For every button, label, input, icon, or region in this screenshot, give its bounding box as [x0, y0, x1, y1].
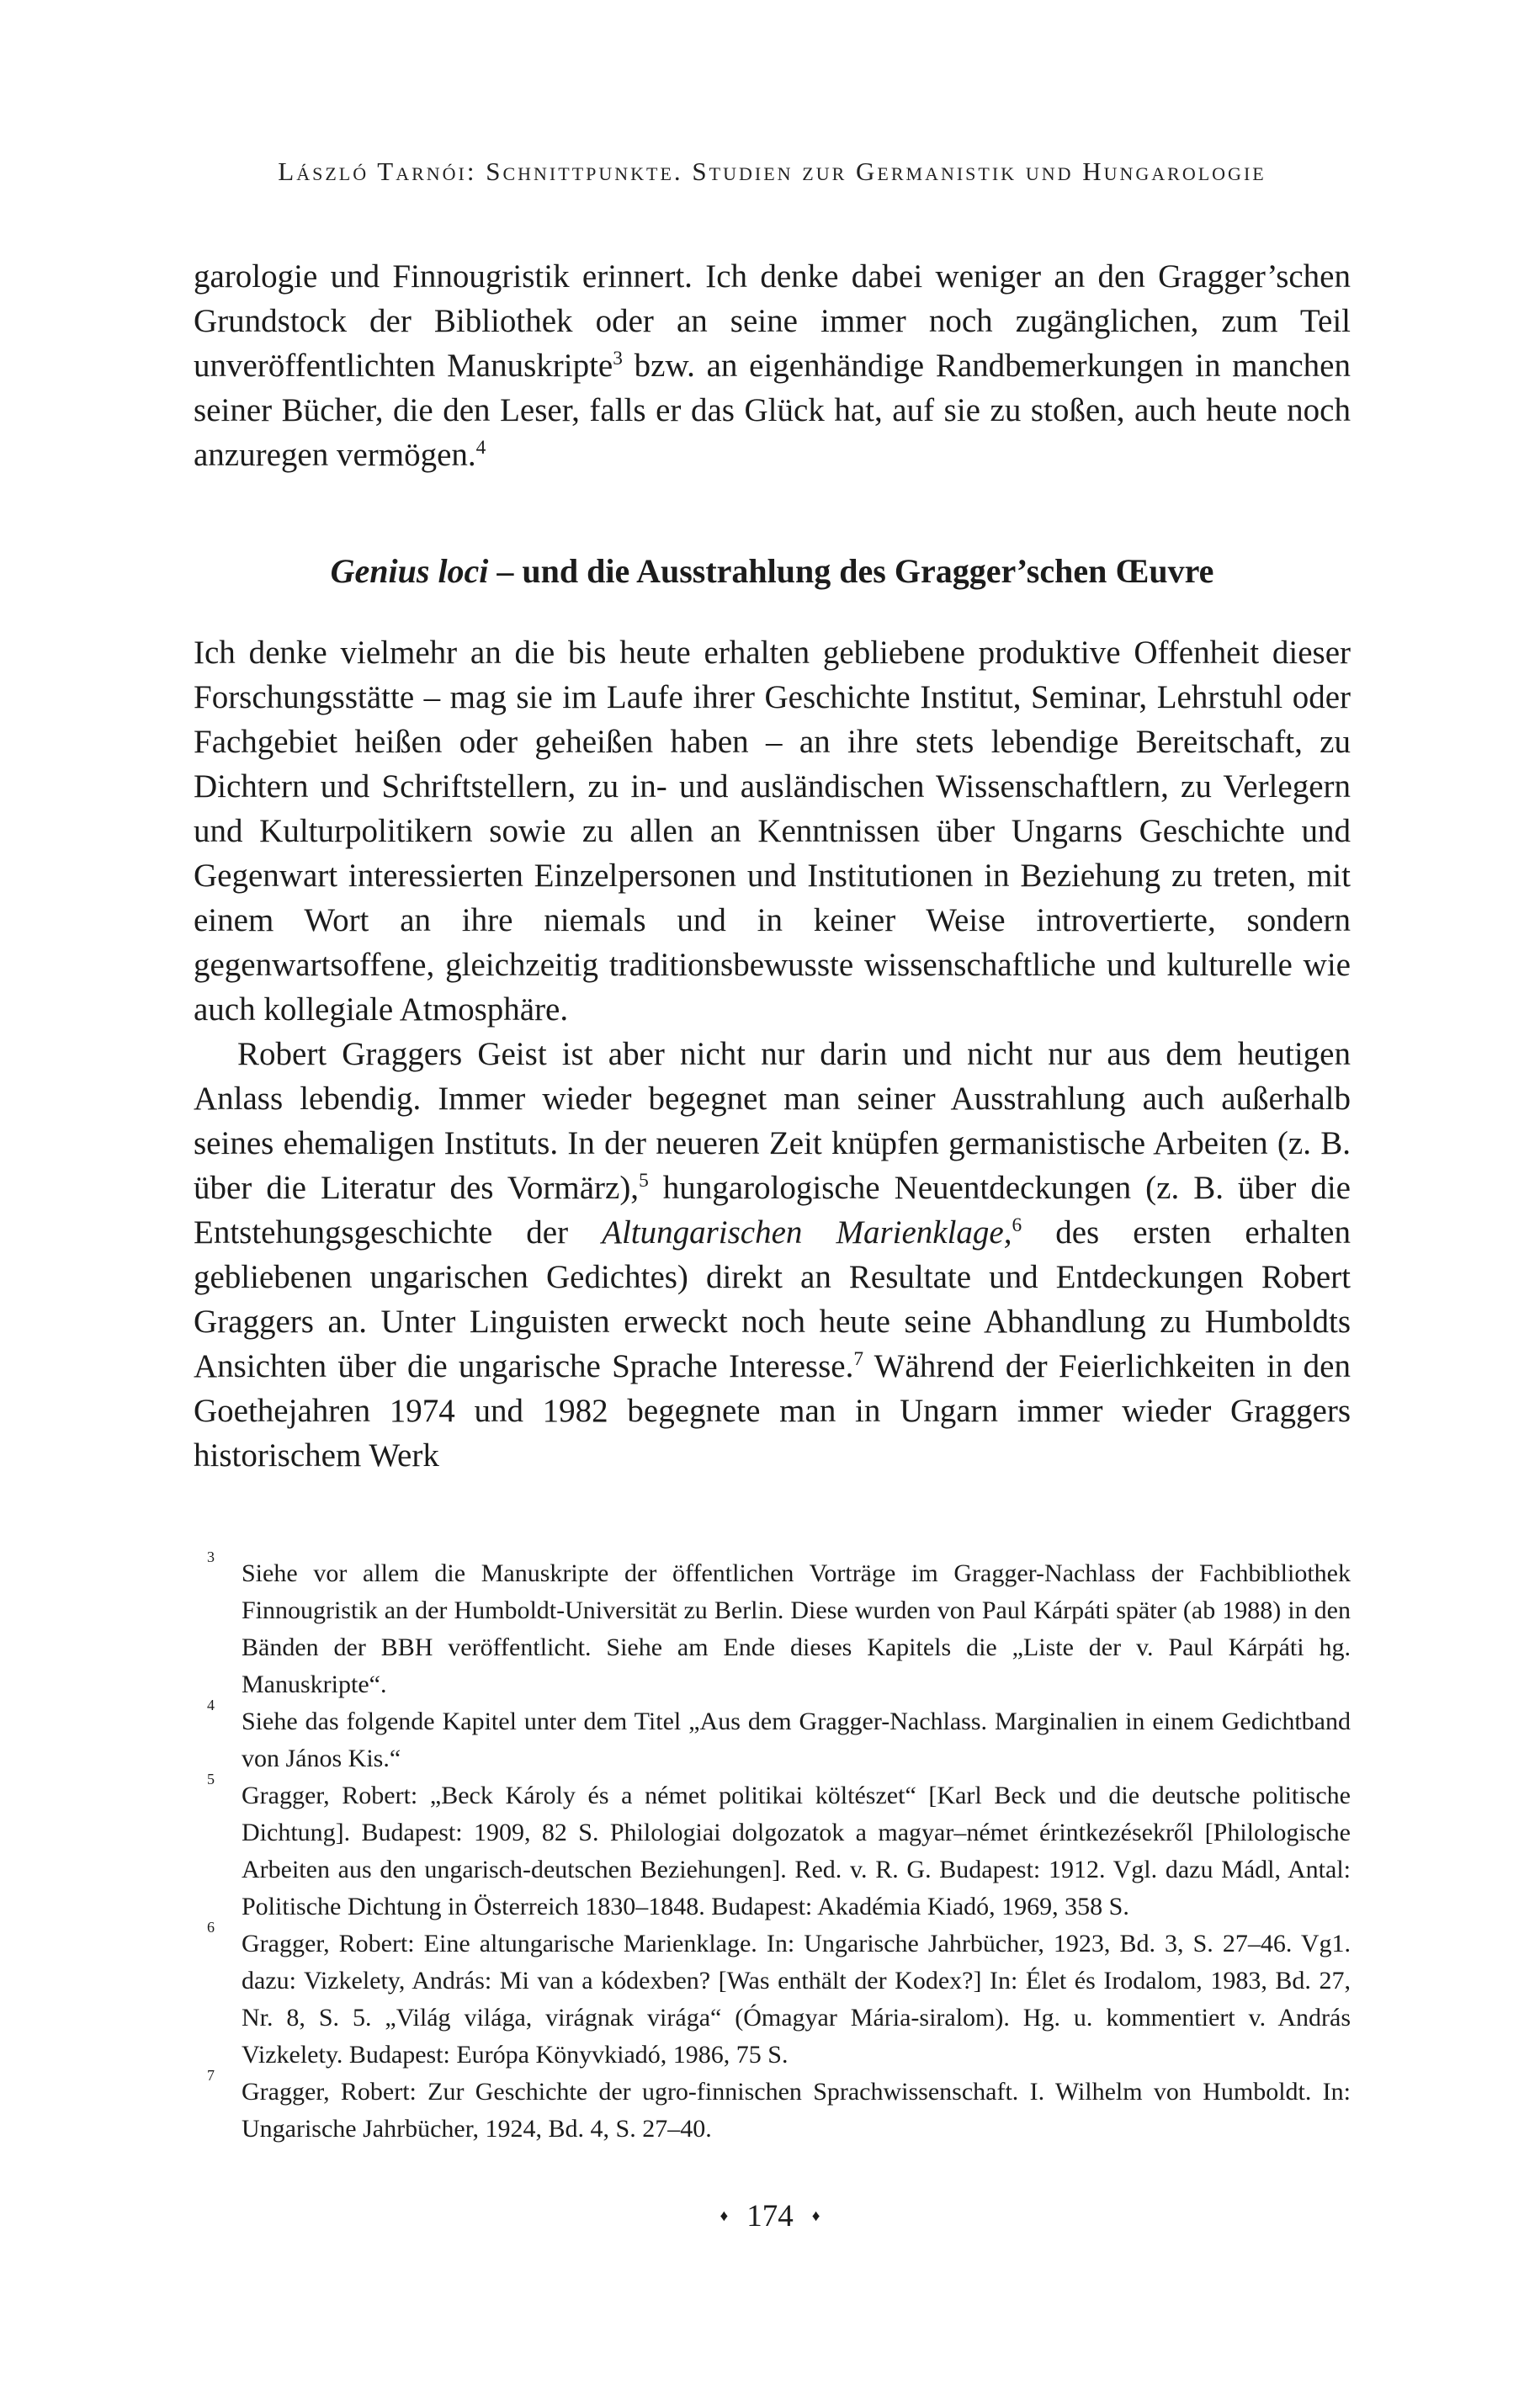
page-footer [0, 2198, 1540, 2234]
paragraph-3: Robert Graggers Geist ist aber nicht nur darin und nicht nur aus dem heutigen Anlass lebendig. Immer wieder begegnet man seiner Ausstrahlung auch außerhalb seines ehemaligen Instituts. In der neueren Zeit knüpfen germanistische Arbeiten (z. B. über die Literatur des Vormärz),$^5$ hungarologische Neuentdeckungen (z. B. über die Entstehungsgeschichte der Altungarischen Marienklage,$^6$ des ersten erhalten gebliebenen ungarischen Gedichtes) direkt an Resultate und Entdeckungen Robert Graggers an. Unter Linguisten erweckt noch heute seine Abhandlung zu Humboldts Ansichten über die ungarische Sprache Interesse.$^7$ Während der Feierlichkeiten in den Goethejahren 1974 und 1982 begegnete man in Ungarn immer wieder Graggers historischem Werk [194, 1036, 1351, 1474]
section-heading-italic: Genius loci [330, 552, 489, 590]
running-header: László Tarnói: Schnittpunkte. Studien zur Germanistik und Hungarologie [278, 157, 1267, 186]
footnote-text: Siehe das folgende Kapitel unter dem Titel „Aus dem Gragger-Nachlass. Marginalien in einem Gedichtband von János Kis.“ [242, 1708, 1351, 1772]
footnote: 6 Gragger, Robert: Eine altungarische Marienklage. In: Ungarische Jahrbücher, 1923, Bd. 3, S. 27–46. Vg1. dazu: Vizkelety, András: Mi van a kódexben? [Was enthält der Kodex?] In: Élet és Irodalom, 1983, Bd. 27, Nr. 8, S. 5. „Világ világa, virágnak virága“ (Ómagyar Mária-siralom). Hg. u. kommentiert v. András Vizkelety. Budapest: Európa Könyvkiadó, 1986, 75 S. [207, 1919, 1351, 2069]
footnote-text: Gragger, Robert: „Beck Károly és a német politikai költészet“ [Karl Beck und die deutsche politische Dichtung]. Budapest: 1909, 82 S. Philologiai dolgozatok a magyar–német érintkezésekről [Philologische Arbeiten aus den ungarisch-deutschen Beziehungen]. Red. v. R. G. Budapest: 1912. Vgl. dazu Mádl, Antal: Politische Dichtung in Österreich 1830–1848. Budapest: Akadémia Kiadó, 1969, 358 S. [242, 1782, 1351, 1920]
footnote-text: Siehe vor allem die Manuskripte der öffentlichen Vorträge im Gragger-Nachlass der Fachbibliothek Finnougristik an der Humboldt-Universität zu Berlin. Diese wurden von Paul Kárpáti später (ab 1988) in den Bänden der BBH veröffentlicht. Siehe am Ende dieses Kapitels die „Liste der v. Paul Kárpáti hg. Manuskripte“. [242, 1559, 1351, 1698]
diamond-ornament-icon: ♦ [811, 2207, 820, 2225]
footnote: 3 Siehe vor allem die Manuskripte der öffentlichen Vorträge im Gragger-Nachlass der Fachbibliothek Finnougristik an der Humboldt-Universität zu Berlin. Diese wurden von Paul Kárpáti später (ab 1988) in den Bänden der BBH veröffentlicht. Siehe am Ende dieses Kapitels die „Liste der v. Paul Kárpáti hg. Manuskripte“. [207, 1548, 1351, 1698]
footnote: 7 Gragger, Robert: Zur Geschichte der ugro-finnischen Sprachwissenschaft. I. Wilhelm von Humboldt. In: Ungarische Jahrbücher, 1924, Bd. 4, S. 27–40. [207, 2067, 1351, 2143]
footnotes [194, 1548, 1351, 2148]
page-number: 174 [746, 2199, 794, 2234]
footnote: 5 Gragger, Robert: „Beck Károly és a német politikai költészet“ [Karl Beck und die deutsche politische Dichtung]. Budapest: 1909, 82 S. Philologiai dolgozatok a magyar–német érintkezésekről [Philologische Arbeiten aus den ungarisch-deutschen Beziehungen]. Red. v. R. G. Budapest: 1912. Vgl. dazu Mádl, Antal: Politische Dichtung in Österreich 1830–1848. Budapest: Akadémia Kiadó, 1969, 358 S. [207, 1771, 1351, 1920]
body-text [194, 254, 1351, 2148]
section-heading-rest: – und die Ausstrahlung des Gragger’schen Œuvre [488, 552, 1214, 590]
paragraph-2: Ich denke vielmehr an die bis heute erhalten gebliebene produktive Offenheit dieser Forschungsstätte – mag sie im Laufe ihrer Geschichte Institut, Seminar, Lehrstuhl oder Fachgebiet heißen oder geheißen haben – an ihre stets lebendige Bereitschaft, zu Dichtern und Schriftstellern, zu in- und ausländischen Wissenschaftlern, zu Verlegern und Kulturpolitikern sowie zu allen an Kenntnissen über Ungarns Geschichte und Gegenwart interessierten Einzelpersonen und Institutionen in Beziehung zu treten, mit einem Wort an ihre niemals und in keiner Weise introvertierte, sondern gegenwartsoffene, gleichzeitig traditionsbewusste wissenschaftliche und kulturelle wie auch kollegiale Atmosphäre. [194, 635, 1351, 1028]
diamond-ornament-icon: ♦ [720, 2207, 729, 2225]
section-heading [194, 550, 1351, 593]
paragraph-continuation: garologie und Finnougristik erinnert. Ich denke dabei weniger an den Gragger’schen Grundstock der Bibliothek oder an seine immer noch zugänglichen, zum Teil unveröffentlichten Manuskripte$^3$ bzw. an eigenhändige Randbemerkungen in manchen seiner Bücher, die den Leser, falls er das Glück hat, auf sie zu stoßen, auch heute noch anzuregen vermögen.$^4$ [194, 258, 1351, 473]
footnote-text: Gragger, Robert: Zur Geschichte der ugro-finnischen Sprachwissenschaft. I. Wilhelm von Humboldt. In: Ungarische Jahrbücher, 1924, Bd. 4, S. 27–40. [242, 2078, 1351, 2143]
footnote: 4 Siehe das folgende Kapitel unter dem Titel „Aus dem Gragger-Nachlass. Marginalien in einem Gedichtband von János Kis.“ [207, 1697, 1351, 1772]
footnote-text: Gragger, Robert: Eine altungarische Marienklage. In: Ungarische Jahrbücher, 1923, Bd. 3, S. 27–46. Vg1. dazu: Vizkelety, András: Mi van a kódexben? [Was enthält der Kodex?] In: Élet és Irodalom, 1983, Bd. 27, Nr. 8, S. 5. „Világ világa, virágnak virága“ (Ómagyar Mária-siralom). Hg. u. kommentiert v. András Vizkelety. Budapest: Európa Könyvkiadó, 1986, 75 S. [242, 1930, 1351, 2069]
